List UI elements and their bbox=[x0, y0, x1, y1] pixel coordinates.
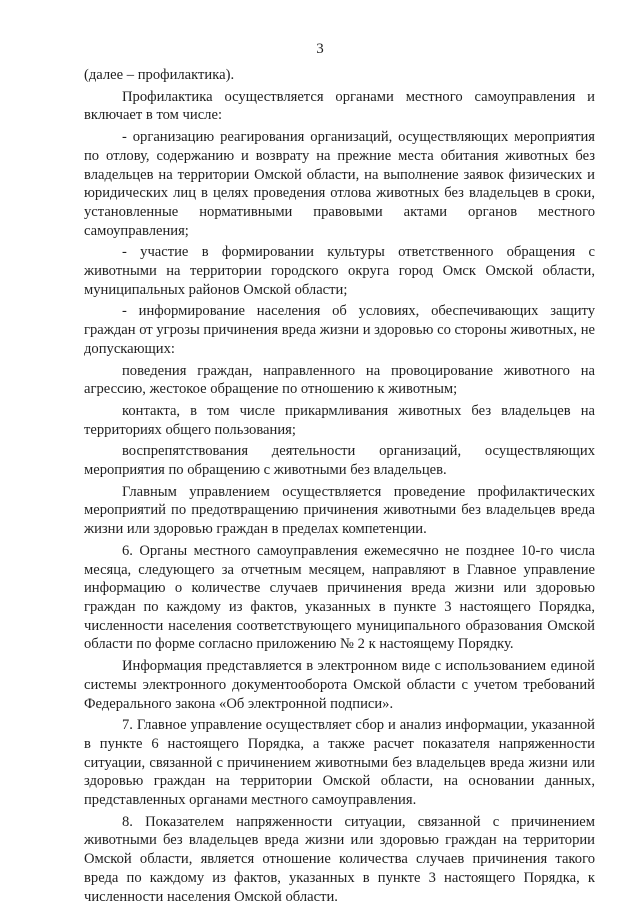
sub-item-contact: контакта, в том числе прикармливания животных без владельцев на территориях общего пользования; bbox=[84, 402, 595, 438]
sub-item-obstruction: воспрепятствования деятельности организаций, осуществляющих мероприятия по обращению с животными без владельцев. bbox=[84, 443, 595, 479]
document-body bbox=[84, 66, 595, 906]
list-item-culture: - участие в формировании культуры ответственного обращения с животными на территории городского округа город Омск Омской области, муниципальных районов Омской области; bbox=[84, 244, 595, 298]
clause-7: 7. Главное управление осуществляет сбор и анализ информации, указанной в пункте 6 настоящего Порядка, а также расчет показателя напряженности ситуации, связанной с причинением животными без владельцев вреда жизни или здоровью граждан на территории Омской области, на основании данных, представленных органами местного самоуправления. bbox=[84, 717, 595, 809]
clause-6: 6. Органы местного самоуправления ежемесячно не позднее 10-го числа месяца, следующего за отчетным месяцем, направляют в Главное управление информацию о количестве случаев причинения вреда жизни или здоровью граждан по каждому из фактов, указанных в пункте 3 настоящего Порядка, численности населения соответствующего муниципального образования Омской области по форме согласно приложению № 2 к настоящему Порядку. bbox=[84, 542, 595, 653]
list-item-organization: - организацию реагирования организаций, осуществляющих мероприятия по отлову, содержанию и возврату на прежние места обитания животных без владельцев на территории Омской области, на выполнение заявок физических и юридических лиц в целях проведения отлова животных без владельцев в сроки, установленные нормативными правовыми актами органов местного самоуправления; bbox=[84, 129, 595, 239]
paragraph-prevention-intro: Профилактика осуществляется органами местного самоуправления и включает в том числе: bbox=[84, 88, 595, 124]
paragraph-main-directorate: Главным управлением осуществляется проведение профилактических мероприятий по предотвращению причинения животными без владельцев вреда жизни или здоровью граждан в пределах компетенции. bbox=[84, 483, 595, 538]
list-item-informing: - информирование населения об условиях, обеспечивающих защиту граждан от угрозы причинения вреда жизни и здоровью со стороны животных, не допускающих: bbox=[84, 303, 595, 357]
paragraph-continuation: (далее – профилактика). bbox=[84, 67, 235, 83]
sub-item-provocation: поведения граждан, направленного на провоцирование животного на агрессию, жестокое обращение по отношению к животным; bbox=[84, 362, 595, 398]
paragraph-electronic-form: Информация представляется в электронном виде с использованием единой системы электронного документооборота Омской области с учетом требований Федерального закона «Об электронной подписи». bbox=[84, 658, 595, 712]
clause-8: 8. Показателем напряженности ситуации, связанной с причинением животными без владельцев вреда жизни или здоровью граждан на территории Омской области, является отношение количества случаев причинения такого вреда по каждому из фактов, указанных в пункте 3 настоящего Порядка, к численности населения Омской области. bbox=[84, 813, 595, 905]
page-number: 3 bbox=[316, 41, 324, 57]
